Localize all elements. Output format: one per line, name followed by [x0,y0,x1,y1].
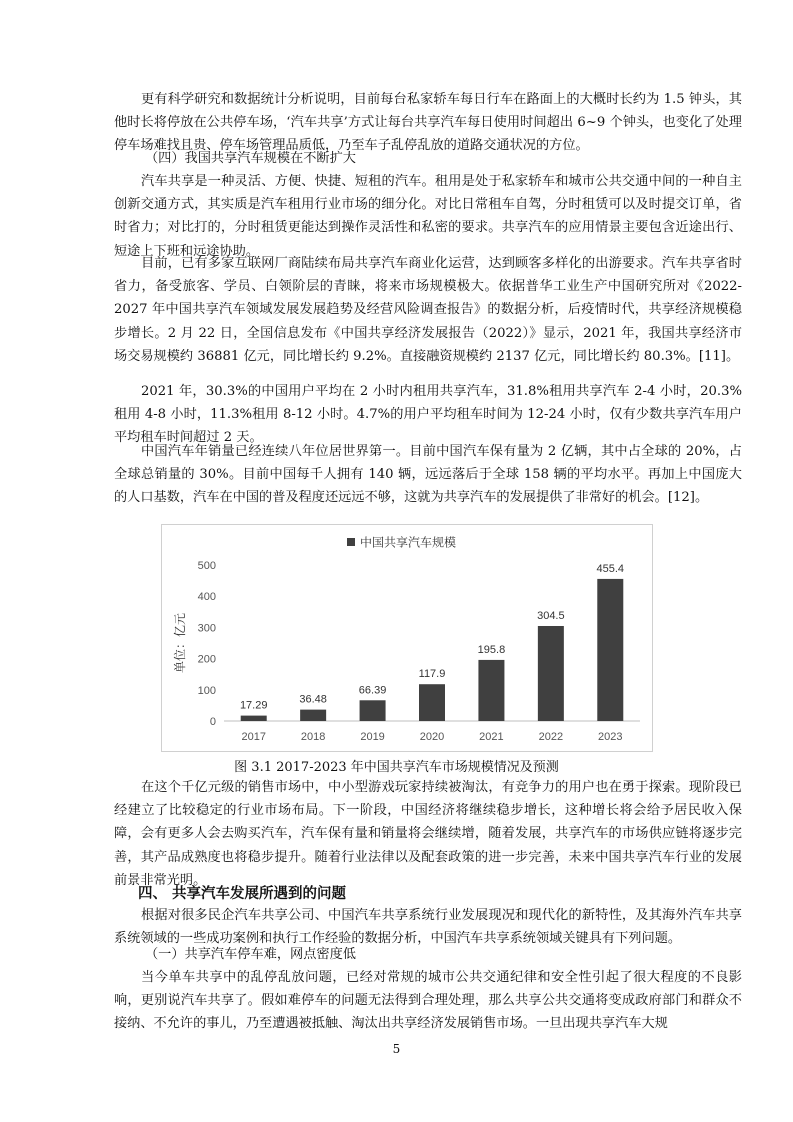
legend-swatch [347,538,355,546]
x-tick-label: 2017 [241,731,266,743]
y-tick-label: 500 [197,560,216,572]
bar-2017 [241,716,267,721]
paragraph-problems-intro: 根据对很多民企汽车共享公司、中国汽车共享系统行业发展现况和现代化的新特性，及其海外汽车共享系统领域的一些成功案例和执行工作经验的数据分析，中国汽车共享系统领域关键具有下列问题。 [114,908,742,947]
paragraph-rental-duration: 2021 年，30.3%的中国用户平均在 2 小时内租用共享汽车，31.8%租用共享汽车 2-4 小时，20.3%租用 4-8 小时，11.3%租用 8-12 小时。4.7%的用户平均租车时间为 12-24 小时，仅有少数共享汽车用户平均租车时间超过 2 天。 [114,384,742,446]
y-tick-label: 0 [209,716,216,728]
x-tick-label: 2022 [538,731,564,743]
y-axis-label: 单位：亿元 [173,612,187,674]
paragraph-market-outlook: 在这个千亿元级的销售市场中，中小型游戏玩家持续被淘汰，有竞争力的用户也在勇于探索。现阶段已经建立了比较稳定的行业市场布局。下一阶段，中国经济将继续稳步增长，这种增长将会给予居民收入保障，会有更多人会去购买汽车，汽车保有量和销量将会继续增，随着发展，共享汽车的市场供应链将逐步完善，其产品成熟度也将稳步提升。随着行业法律以及配套政策的进一步完善，未来中国共享汽车行业的发展前景非常光明。 [114,780,742,888]
page-number: 5 [392,1042,401,1056]
data-label: 17.29 [239,699,268,712]
bar-2020 [419,684,445,721]
bar-2019 [360,700,386,721]
data-label: 455.4 [596,562,625,575]
data-label: 304.5 [537,609,565,622]
y-tick-label: 200 [197,653,216,666]
bar-2023 [597,579,623,721]
paragraph-market-scale: 目前，已有多家互联网厂商陆续布局共享汽车商业化运营，达到顾客多样化的出游要求。汽车共享省时省力，备受旅客、学员、白领阶层的青睐，将来市场规模极大。依据普华工业生产中国研究所对《2022-2027 年中国共享汽车领域发展发展趋势及经营风险调查报告》的数据分析，后疫情时代，共享经济规模稳步增长。2 月 22 日，全国信息发布《中国共享经济发展报告（2022）》显示，2021 年，我国共享经济市场交易规模约 36881 亿元，同比增长约 9.2%。直接融资规模约 2137 亿元，同比增长约 80.3%。[11]。 [114,256,742,364]
chart-canvas [162,525,652,751]
x-tick-label: 2023 [598,731,623,743]
paragraph-parking-problem: 当今单车共享中的乱停乱放问题，已经对常规的城市公共交通纪律和安全性引起了很大程度的不良影响，更别说汽车共享了。假如难停车的问题无法得到合理处理，那么共享公共交通将变成政府部门和群众不接纳、不允许的事儿，乃至遭遇被抵触、淘汰出共享经济发展销售市场。一旦出现共享汽车大规 [114,970,742,1032]
subsection-heading-1: （一）共享汽车停车难，网点密度低 [145,947,356,962]
bar-chart [161,524,653,752]
data-label: 195.8 [477,643,506,656]
legend-label: 中国共享汽车规模 [360,535,457,550]
subsection-heading-4: （四）我国共享汽车规模在不断扩大 [145,151,356,166]
paragraph-car-sharing-definition: 汽车共享是一种灵活、方便、快捷、短租的汽车。租用是处于私家轿车和城市公共交通中间的一种自主创新交通方式，其实质是汽车租用行业市场的细分化。对比日常租车自驾，分时租赁可以及时提交订单，省时省力；对比打的，分时租赁更能达到操作灵活性和私密的要求。共享汽车的应用情景主要包含近途出行、短途上下班和远途协助。 [114,174,742,259]
bar-2021 [478,660,504,721]
paragraph-sales-volume: 中国汽车年销量已经连续八年位居世界第一。目前中国汽车保有量为 2 亿辆，其中占全球的 20%，占全球总销量的 30%。目前中国每千人拥有 140 辆，远远落后于全球 158 辆的平均水平。再加上中国庞大的人口基数，汽车在中国的普及程度还远远不够，这就为共享汽车的发展提供了非常好的机会。[12]。 [114,444,742,506]
bar-2018 [300,710,326,721]
section-heading-4: 四、 共享汽车发展所遇到的问题 [138,886,347,902]
data-label: 66.39 [358,684,387,697]
y-tick-label: 100 [197,684,216,697]
paragraph-parking-time: 更有科学研究和数据统计分析说明，目前每台私家轿车每日行车在路面上的大概时长约为 1.5 钟头，其他时长将停放在公共停车场，‘汽车共享’方式让每台共享汽车每日使用时间超出 6~9 个钟头，也变化了处理停车场难找且贵、停车场管理品质低，乃至车子乱停乱放的道路交通状况的方位。 [114,92,742,154]
x-tick-label: 2020 [419,731,445,743]
y-tick-label: 400 [197,591,216,604]
data-label: 117.9 [418,668,446,681]
figure-caption: 图 3.1 2017-2023 年中国共享汽车市场规模情况及预测 [234,760,559,775]
x-tick-label: 2021 [479,731,504,743]
x-tick-label: 2019 [360,731,385,743]
x-tick-label: 2018 [300,731,326,743]
data-label: 36.48 [299,693,327,706]
y-tick-label: 300 [197,622,216,635]
bar-2022 [538,626,564,721]
